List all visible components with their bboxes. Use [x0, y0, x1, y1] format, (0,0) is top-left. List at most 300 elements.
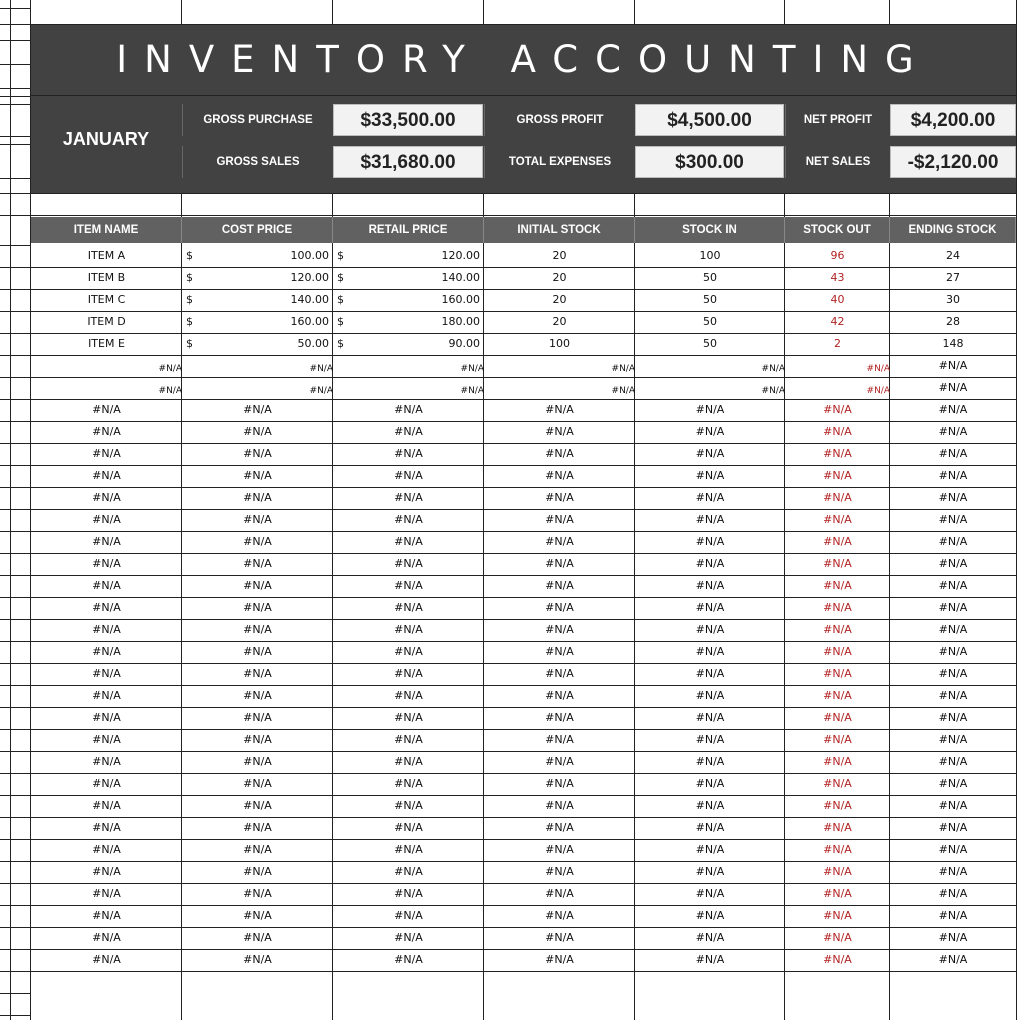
- col-header-ending-stock[interactable]: ENDING STOCK: [890, 217, 1016, 243]
- cell-ending-stock[interactable]: #N/A: [938, 755, 968, 768]
- cell-cost-price[interactable]: #N/A: [243, 821, 272, 834]
- grid-line: [31, 193, 1016, 194]
- cell-stock-out[interactable]: 42: [830, 315, 845, 328]
- cell-ending-stock[interactable]: #N/A: [938, 579, 968, 592]
- cell-item-name[interactable]: #N/A: [92, 535, 121, 548]
- cell-cost-price[interactable]: #N/A: [243, 447, 272, 460]
- row-header-line: [0, 311, 30, 312]
- cell-stock-in[interactable]: #N/A: [695, 645, 725, 658]
- row-header-line: [0, 245, 30, 246]
- cell-stock-in[interactable]: #N/A: [695, 601, 725, 614]
- cell-stock-in[interactable]: #N/A: [695, 953, 725, 966]
- net-sales-value[interactable]: -$2,120.00: [890, 146, 1016, 178]
- cell-item-name[interactable]: #N/A: [92, 491, 121, 504]
- cell-ending-stock[interactable]: #N/A: [938, 645, 968, 658]
- cell-ending-stock[interactable]: #N/A: [938, 843, 968, 856]
- cell-cost-price[interactable]: #N/A: [243, 623, 272, 636]
- cell-stock-out[interactable]: #N/A: [823, 711, 852, 724]
- amount: 140.00: [441, 271, 480, 284]
- cell-stock-in[interactable]: #N/A: [761, 386, 785, 396]
- currency-symbol: $: [186, 271, 193, 284]
- cell-stock-in[interactable]: #N/A: [695, 931, 725, 944]
- cell-stock-in[interactable]: #N/A: [695, 887, 725, 900]
- amount: 160.00: [290, 315, 329, 328]
- currency-symbol: $: [186, 293, 193, 306]
- cell-stock-in[interactable]: #N/A: [695, 909, 725, 922]
- cell-item-name[interactable]: #N/A: [92, 667, 121, 680]
- cell-item-name[interactable]: #N/A: [92, 733, 121, 746]
- cell-stock-out[interactable]: #N/A: [823, 821, 852, 834]
- cell-initial-stock[interactable]: #N/A: [545, 711, 574, 724]
- cell-cost-price[interactable]: [182, 333, 333, 355]
- cell-cost-price[interactable]: #N/A: [243, 865, 272, 878]
- grid-line: [31, 971, 1016, 972]
- cell-initial-stock[interactable]: 20: [552, 271, 567, 284]
- cell-retail-price[interactable]: #N/A: [394, 645, 423, 658]
- cell-stock-in[interactable]: #N/A: [695, 799, 725, 812]
- cell-stock-in[interactable]: #N/A: [695, 865, 725, 878]
- cell-item-name[interactable]: ITEM E: [88, 337, 125, 350]
- row-header-gutter: [0, 0, 30, 1020]
- cell-ending-stock[interactable]: #N/A: [938, 469, 968, 482]
- row-header-line: [0, 751, 30, 752]
- cell-stock-in[interactable]: #N/A: [695, 689, 725, 702]
- cell-retail-price[interactable]: #N/A: [394, 667, 423, 680]
- cell-initial-stock[interactable]: #N/A: [545, 799, 574, 812]
- month-label: JANUARY: [62, 129, 150, 149]
- cell-retail-price[interactable]: #N/A: [394, 755, 423, 768]
- cell-retail-price[interactable]: #N/A: [394, 623, 423, 636]
- net-profit-value[interactable]: $4,200.00: [890, 104, 1016, 136]
- row-header-line: [0, 949, 30, 950]
- cell-retail-price[interactable]: #N/A: [394, 799, 423, 812]
- row-header-line: [0, 773, 30, 774]
- col-header-retail-price[interactable]: RETAIL PRICE: [333, 217, 484, 243]
- cell-item-name[interactable]: #N/A: [158, 364, 182, 374]
- cell-cost-price[interactable]: #N/A: [243, 777, 272, 790]
- gross-profit-value[interactable]: $4,500.00: [635, 104, 784, 136]
- cell-stock-in[interactable]: #N/A: [695, 579, 725, 592]
- cell-stock-out[interactable]: #N/A: [823, 513, 852, 526]
- grid-line: [31, 215, 1016, 216]
- cell-initial-stock[interactable]: 20: [552, 293, 567, 306]
- cell-ending-stock[interactable]: #N/A: [938, 799, 968, 812]
- cell-ending-stock[interactable]: #N/A: [938, 909, 968, 922]
- cell-initial-stock[interactable]: 20: [552, 249, 567, 262]
- cell-retail-price[interactable]: [333, 311, 484, 333]
- col-header-stock-in[interactable]: STOCK IN: [635, 217, 785, 243]
- cell-cost-price[interactable]: #N/A: [243, 403, 272, 416]
- cell-stock-out[interactable]: #N/A: [823, 931, 852, 944]
- cell-item-name[interactable]: #N/A: [92, 711, 121, 724]
- cell-stock-out[interactable]: #N/A: [823, 909, 852, 922]
- cell-stock-in[interactable]: #N/A: [695, 447, 725, 460]
- cell-stock-in[interactable]: #N/A: [695, 535, 725, 548]
- row-header-line: [0, 509, 30, 510]
- cell-item-name[interactable]: #N/A: [92, 447, 121, 460]
- cell-ending-stock[interactable]: 28: [946, 315, 960, 328]
- cell-cost-price[interactable]: #N/A: [243, 931, 272, 944]
- cell-stock-out[interactable]: #N/A: [823, 447, 852, 460]
- row-header-line: [0, 355, 30, 356]
- cell-item-name[interactable]: #N/A: [92, 909, 121, 922]
- cell-cost-price[interactable]: #N/A: [243, 469, 272, 482]
- cell-ending-stock[interactable]: #N/A: [938, 513, 968, 526]
- cell-stock-in[interactable]: 50: [703, 271, 717, 284]
- cell-item-name[interactable]: #N/A: [92, 513, 121, 526]
- cell-item-name[interactable]: #N/A: [92, 579, 121, 592]
- cell-stock-out[interactable]: #N/A: [823, 469, 852, 482]
- cell-item-name[interactable]: ITEM B: [87, 271, 126, 284]
- cell-stock-out[interactable]: 2: [834, 337, 841, 350]
- row-header-line: [0, 88, 30, 89]
- cell-cost-price[interactable]: #N/A: [309, 364, 333, 374]
- cell-stock-out[interactable]: #N/A: [823, 623, 852, 636]
- row-header-line: [0, 575, 30, 576]
- cell-ending-stock[interactable]: #N/A: [938, 887, 968, 900]
- cell-ending-stock[interactable]: #N/A: [938, 865, 968, 878]
- gross-purchase-value[interactable]: $33,500.00: [333, 104, 483, 136]
- cell-retail-price[interactable]: #N/A: [394, 513, 423, 526]
- cell-item-name[interactable]: #N/A: [92, 645, 121, 658]
- cell-cost-price[interactable]: #N/A: [243, 601, 272, 614]
- cell-item-name[interactable]: ITEM C: [87, 293, 126, 306]
- col-header-item-name[interactable]: ITEM NAME: [31, 217, 182, 243]
- cell-initial-stock[interactable]: #N/A: [545, 865, 574, 878]
- cell-item-name[interactable]: ITEM D: [87, 315, 126, 328]
- cell-stock-out[interactable]: #N/A: [823, 491, 852, 504]
- cell-item-name[interactable]: #N/A: [92, 557, 121, 570]
- cell-item-name[interactable]: #N/A: [92, 601, 121, 614]
- total-expenses-value[interactable]: $300.00: [635, 146, 784, 178]
- row-header-line: [0, 465, 30, 466]
- row-header-line: [0, 421, 30, 422]
- cell-item-name[interactable]: #N/A: [92, 931, 121, 944]
- row-header-line: [0, 289, 30, 290]
- cell-ending-stock[interactable]: #N/A: [938, 535, 968, 548]
- cell-cost-price[interactable]: #N/A: [243, 425, 272, 438]
- row-header-line: [0, 839, 30, 840]
- cell-stock-in[interactable]: #N/A: [695, 403, 725, 416]
- cell-item-name[interactable]: #N/A: [92, 777, 121, 790]
- cell-cost-price[interactable]: #N/A: [243, 579, 272, 592]
- amount: 120.00: [290, 271, 329, 284]
- cell-ending-stock[interactable]: #N/A: [938, 557, 968, 570]
- cell-stock-out[interactable]: #N/A: [866, 386, 890, 396]
- cell-stock-in[interactable]: #N/A: [695, 711, 725, 724]
- cell-initial-stock[interactable]: #N/A: [545, 447, 574, 460]
- cell-stock-out[interactable]: #N/A: [823, 799, 852, 812]
- cell-stock-in[interactable]: #N/A: [695, 777, 725, 790]
- cell-initial-stock[interactable]: 100: [549, 337, 570, 350]
- cell-stock-out[interactable]: #N/A: [823, 645, 852, 658]
- cell-item-name[interactable]: #N/A: [92, 469, 121, 482]
- cell-retail-price[interactable]: #N/A: [460, 386, 484, 396]
- row-header-line: [0, 993, 30, 994]
- cell-retail-price[interactable]: #N/A: [394, 953, 423, 966]
- row-header-line: [0, 707, 30, 708]
- cell-stock-in[interactable]: 100: [699, 249, 721, 262]
- row-header-line: [0, 136, 30, 137]
- cell-stock-in[interactable]: #N/A: [695, 821, 725, 834]
- cell-cost-price[interactable]: #N/A: [243, 645, 272, 658]
- cell-stock-out[interactable]: #N/A: [823, 689, 852, 702]
- cell-retail-price[interactable]: #N/A: [394, 777, 423, 790]
- cell-stock-in[interactable]: #N/A: [695, 623, 725, 636]
- cell-stock-in[interactable]: #N/A: [695, 733, 725, 746]
- cell-ending-stock[interactable]: 30: [946, 293, 960, 306]
- row-header-line: [0, 817, 30, 818]
- cell-retail-price[interactable]: #N/A: [394, 931, 423, 944]
- cell-cost-price[interactable]: #N/A: [243, 667, 272, 680]
- cell-cost-price[interactable]: #N/A: [243, 953, 272, 966]
- cell-initial-stock[interactable]: 20: [552, 315, 567, 328]
- cell-ending-stock[interactable]: #N/A: [938, 425, 968, 438]
- cell-stock-out[interactable]: 43: [830, 271, 845, 284]
- cell-ending-stock[interactable]: #N/A: [938, 931, 968, 944]
- cell-retail-price[interactable]: #N/A: [394, 557, 423, 570]
- cell-stock-out[interactable]: #N/A: [823, 887, 852, 900]
- grid-line: [1016, 0, 1017, 1020]
- cell-initial-stock[interactable]: #N/A: [545, 733, 574, 746]
- cell-stock-out[interactable]: #N/A: [823, 579, 852, 592]
- cell-item-name[interactable]: ITEM A: [87, 249, 126, 262]
- col-header-initial-stock[interactable]: INITIAL STOCK: [484, 217, 635, 243]
- cell-initial-stock[interactable]: #N/A: [545, 491, 574, 504]
- cell-stock-in[interactable]: #N/A: [695, 425, 725, 438]
- cell-ending-stock[interactable]: #N/A: [938, 689, 968, 702]
- cell-retail-price[interactable]: #N/A: [394, 909, 423, 922]
- row-header-line: [0, 641, 30, 642]
- cell-initial-stock[interactable]: #N/A: [545, 557, 574, 570]
- cell-cost-price[interactable]: #N/A: [243, 843, 272, 856]
- cell-cost-price[interactable]: #N/A: [243, 909, 272, 922]
- cell-stock-out[interactable]: #N/A: [823, 843, 852, 856]
- cell-cost-price[interactable]: [182, 289, 333, 311]
- row-header-line: [0, 795, 30, 796]
- cell-ending-stock[interactable]: #N/A: [938, 491, 968, 504]
- cell-stock-in[interactable]: #N/A: [695, 491, 725, 504]
- cell-initial-stock[interactable]: #N/A: [545, 689, 574, 702]
- cell-retail-price[interactable]: [333, 267, 484, 289]
- cell-initial-stock[interactable]: #N/A: [545, 601, 574, 614]
- cell-cost-price[interactable]: #N/A: [243, 711, 272, 724]
- cell-cost-price[interactable]: #N/A: [243, 755, 272, 768]
- amount: 140.00: [290, 293, 329, 306]
- cell-retail-price[interactable]: #N/A: [394, 403, 423, 416]
- cell-initial-stock[interactable]: #N/A: [545, 403, 574, 416]
- cell-retail-price[interactable]: #N/A: [460, 364, 484, 374]
- cell-stock-in[interactable]: #N/A: [761, 364, 785, 374]
- col-header-stock-out[interactable]: STOCK OUT: [785, 217, 890, 243]
- cell-retail-price[interactable]: #N/A: [394, 865, 423, 878]
- cell-cost-price[interactable]: #N/A: [243, 887, 272, 900]
- row-header-line: [0, 619, 30, 620]
- cell-retail-price[interactable]: #N/A: [394, 711, 423, 724]
- cell-initial-stock[interactable]: #N/A: [545, 513, 574, 526]
- cell-initial-stock[interactable]: #N/A: [545, 667, 574, 680]
- cell-ending-stock[interactable]: #N/A: [938, 953, 968, 966]
- cell-ending-stock[interactable]: #N/A: [938, 403, 968, 416]
- row-header-line: [0, 144, 30, 145]
- row-header-line: [0, 487, 30, 488]
- cell-retail-price[interactable]: #N/A: [394, 887, 423, 900]
- cell-retail-price[interactable]: #N/A: [394, 425, 423, 438]
- cell-initial-stock[interactable]: #N/A: [545, 843, 574, 856]
- row-header-line: [0, 1015, 30, 1016]
- cell-initial-stock[interactable]: #N/A: [545, 425, 574, 438]
- cell-item-name[interactable]: #N/A: [92, 403, 121, 416]
- cell-cost-price[interactable]: #N/A: [243, 491, 272, 504]
- row-header-line: [0, 597, 30, 598]
- cell-item-name[interactable]: #N/A: [92, 865, 121, 878]
- row-header-line: [0, 663, 30, 664]
- cell-stock-in[interactable]: #N/A: [695, 755, 725, 768]
- cell-initial-stock[interactable]: #N/A: [545, 623, 574, 636]
- cell-initial-stock[interactable]: #N/A: [611, 364, 635, 374]
- currency-symbol: $: [337, 249, 344, 262]
- cell-retail-price[interactable]: #N/A: [394, 579, 423, 592]
- cell-stock-out[interactable]: #N/A: [823, 865, 852, 878]
- row-header-line: [0, 104, 30, 105]
- cell-stock-out[interactable]: #N/A: [823, 601, 852, 614]
- cell-ending-stock[interactable]: #N/A: [938, 711, 968, 724]
- cell-ending-stock[interactable]: #N/A: [938, 601, 968, 614]
- gross-sales-label: GROSS SALES: [182, 146, 333, 178]
- cell-retail-price[interactable]: [333, 245, 484, 267]
- gross-profit-label: GROSS PROFIT: [484, 104, 635, 136]
- net-profit-label: NET PROFIT: [785, 104, 890, 136]
- cell-cost-price[interactable]: [182, 245, 333, 267]
- cell-retail-price[interactable]: #N/A: [394, 689, 423, 702]
- cell-ending-stock[interactable]: #N/A: [938, 777, 968, 790]
- row-header-line: [0, 377, 30, 378]
- cell-ending-stock[interactable]: #N/A: [938, 623, 968, 636]
- cell-stock-out[interactable]: #N/A: [866, 364, 890, 374]
- cell-item-name[interactable]: #N/A: [92, 821, 121, 834]
- cell-initial-stock[interactable]: #N/A: [545, 887, 574, 900]
- cell-item-name[interactable]: #N/A: [92, 799, 121, 812]
- cell-stock-in[interactable]: 50: [703, 337, 717, 350]
- cell-stock-in[interactable]: 50: [703, 293, 717, 306]
- cell-item-name[interactable]: #N/A: [92, 623, 121, 636]
- cell-initial-stock[interactable]: #N/A: [545, 931, 574, 944]
- cell-retail-price[interactable]: [333, 333, 484, 355]
- page-title: INVENTORY ACCOUNTING: [116, 38, 931, 81]
- col-header-cost-price[interactable]: COST PRICE: [182, 217, 333, 243]
- cell-initial-stock[interactable]: #N/A: [545, 579, 574, 592]
- cell-stock-in[interactable]: 50: [703, 315, 717, 328]
- cell-initial-stock[interactable]: #N/A: [545, 821, 574, 834]
- cell-stock-in[interactable]: #N/A: [695, 843, 725, 856]
- cell-ending-stock[interactable]: #N/A: [938, 733, 968, 746]
- cell-initial-stock[interactable]: #N/A: [545, 777, 574, 790]
- cell-ending-stock[interactable]: #N/A: [938, 381, 968, 394]
- row-header-line: [0, 553, 30, 554]
- cell-initial-stock[interactable]: #N/A: [545, 645, 574, 658]
- cell-initial-stock[interactable]: #N/A: [611, 386, 635, 396]
- cell-item-name[interactable]: #N/A: [92, 887, 121, 900]
- cell-item-name[interactable]: #N/A: [92, 953, 121, 966]
- cell-cost-price[interactable]: #N/A: [309, 386, 333, 396]
- cell-cost-price[interactable]: [182, 267, 333, 289]
- cell-stock-out[interactable]: #N/A: [823, 755, 852, 768]
- cell-stock-out[interactable]: 40: [830, 293, 845, 306]
- cell-stock-in[interactable]: #N/A: [695, 513, 725, 526]
- cell-stock-out[interactable]: #N/A: [823, 535, 852, 548]
- cell-retail-price[interactable]: #N/A: [394, 821, 423, 834]
- cell-ending-stock[interactable]: #N/A: [938, 667, 968, 680]
- cell-item-name[interactable]: #N/A: [92, 843, 121, 856]
- cell-initial-stock[interactable]: #N/A: [545, 535, 574, 548]
- row-header-line: [0, 399, 30, 400]
- amount: 160.00: [441, 293, 480, 306]
- cell-cost-price[interactable]: #N/A: [243, 535, 272, 548]
- cell-item-name[interactable]: #N/A: [92, 755, 121, 768]
- cell-initial-stock[interactable]: #N/A: [545, 755, 574, 768]
- cell-initial-stock[interactable]: #N/A: [545, 469, 574, 482]
- net-sales-label: NET SALES: [785, 146, 890, 178]
- cell-ending-stock[interactable]: 27: [946, 271, 960, 284]
- cell-ending-stock[interactable]: #N/A: [938, 821, 968, 834]
- cell-stock-out[interactable]: #N/A: [823, 777, 852, 790]
- cell-item-name[interactable]: #N/A: [92, 425, 121, 438]
- cell-cost-price[interactable]: #N/A: [243, 513, 272, 526]
- cell-item-name[interactable]: #N/A: [92, 689, 121, 702]
- cell-stock-out[interactable]: #N/A: [823, 557, 852, 570]
- gross-sales-value[interactable]: $31,680.00: [333, 146, 483, 178]
- title-banner: [31, 24, 1016, 96]
- cell-stock-out[interactable]: 96: [830, 249, 845, 262]
- cell-stock-in[interactable]: #N/A: [695, 557, 725, 570]
- cell-cost-price[interactable]: #N/A: [243, 733, 272, 746]
- currency-symbol: $: [337, 337, 344, 350]
- cell-ending-stock[interactable]: 148: [942, 337, 964, 350]
- cell-initial-stock[interactable]: #N/A: [545, 909, 574, 922]
- cell-cost-price[interactable]: #N/A: [243, 799, 272, 812]
- cell-stock-out[interactable]: #N/A: [823, 403, 852, 416]
- cell-stock-out[interactable]: #N/A: [823, 425, 852, 438]
- cell-cost-price[interactable]: #N/A: [243, 557, 272, 570]
- cell-retail-price[interactable]: #N/A: [394, 733, 423, 746]
- amount: 100.00: [290, 249, 329, 262]
- cell-ending-stock[interactable]: #N/A: [938, 359, 968, 372]
- cell-retail-price[interactable]: #N/A: [394, 601, 423, 614]
- cell-item-name[interactable]: #N/A: [158, 386, 182, 396]
- cell-stock-in[interactable]: #N/A: [695, 469, 725, 482]
- cell-stock-out[interactable]: #N/A: [823, 953, 852, 966]
- cell-retail-price[interactable]: [333, 289, 484, 311]
- cell-stock-out[interactable]: #N/A: [823, 667, 852, 680]
- row-header-line: [0, 178, 30, 179]
- row-header-line: [0, 729, 30, 730]
- row-header-line: [0, 8, 30, 9]
- cell-stock-out[interactable]: #N/A: [823, 733, 852, 746]
- cell-initial-stock[interactable]: #N/A: [545, 953, 574, 966]
- cell-ending-stock[interactable]: 24: [946, 249, 960, 262]
- cell-retail-price[interactable]: #N/A: [394, 469, 423, 482]
- cell-retail-price[interactable]: #N/A: [394, 535, 423, 548]
- row-header-line: [0, 24, 30, 25]
- cell-retail-price[interactable]: #N/A: [394, 447, 423, 460]
- cell-retail-price[interactable]: #N/A: [394, 843, 423, 856]
- cell-retail-price[interactable]: #N/A: [394, 491, 423, 504]
- cell-ending-stock[interactable]: #N/A: [938, 447, 968, 460]
- cell-cost-price[interactable]: [182, 311, 333, 333]
- cell-stock-in[interactable]: #N/A: [695, 667, 725, 680]
- row-header-line: [0, 971, 30, 972]
- cell-cost-price[interactable]: #N/A: [243, 689, 272, 702]
